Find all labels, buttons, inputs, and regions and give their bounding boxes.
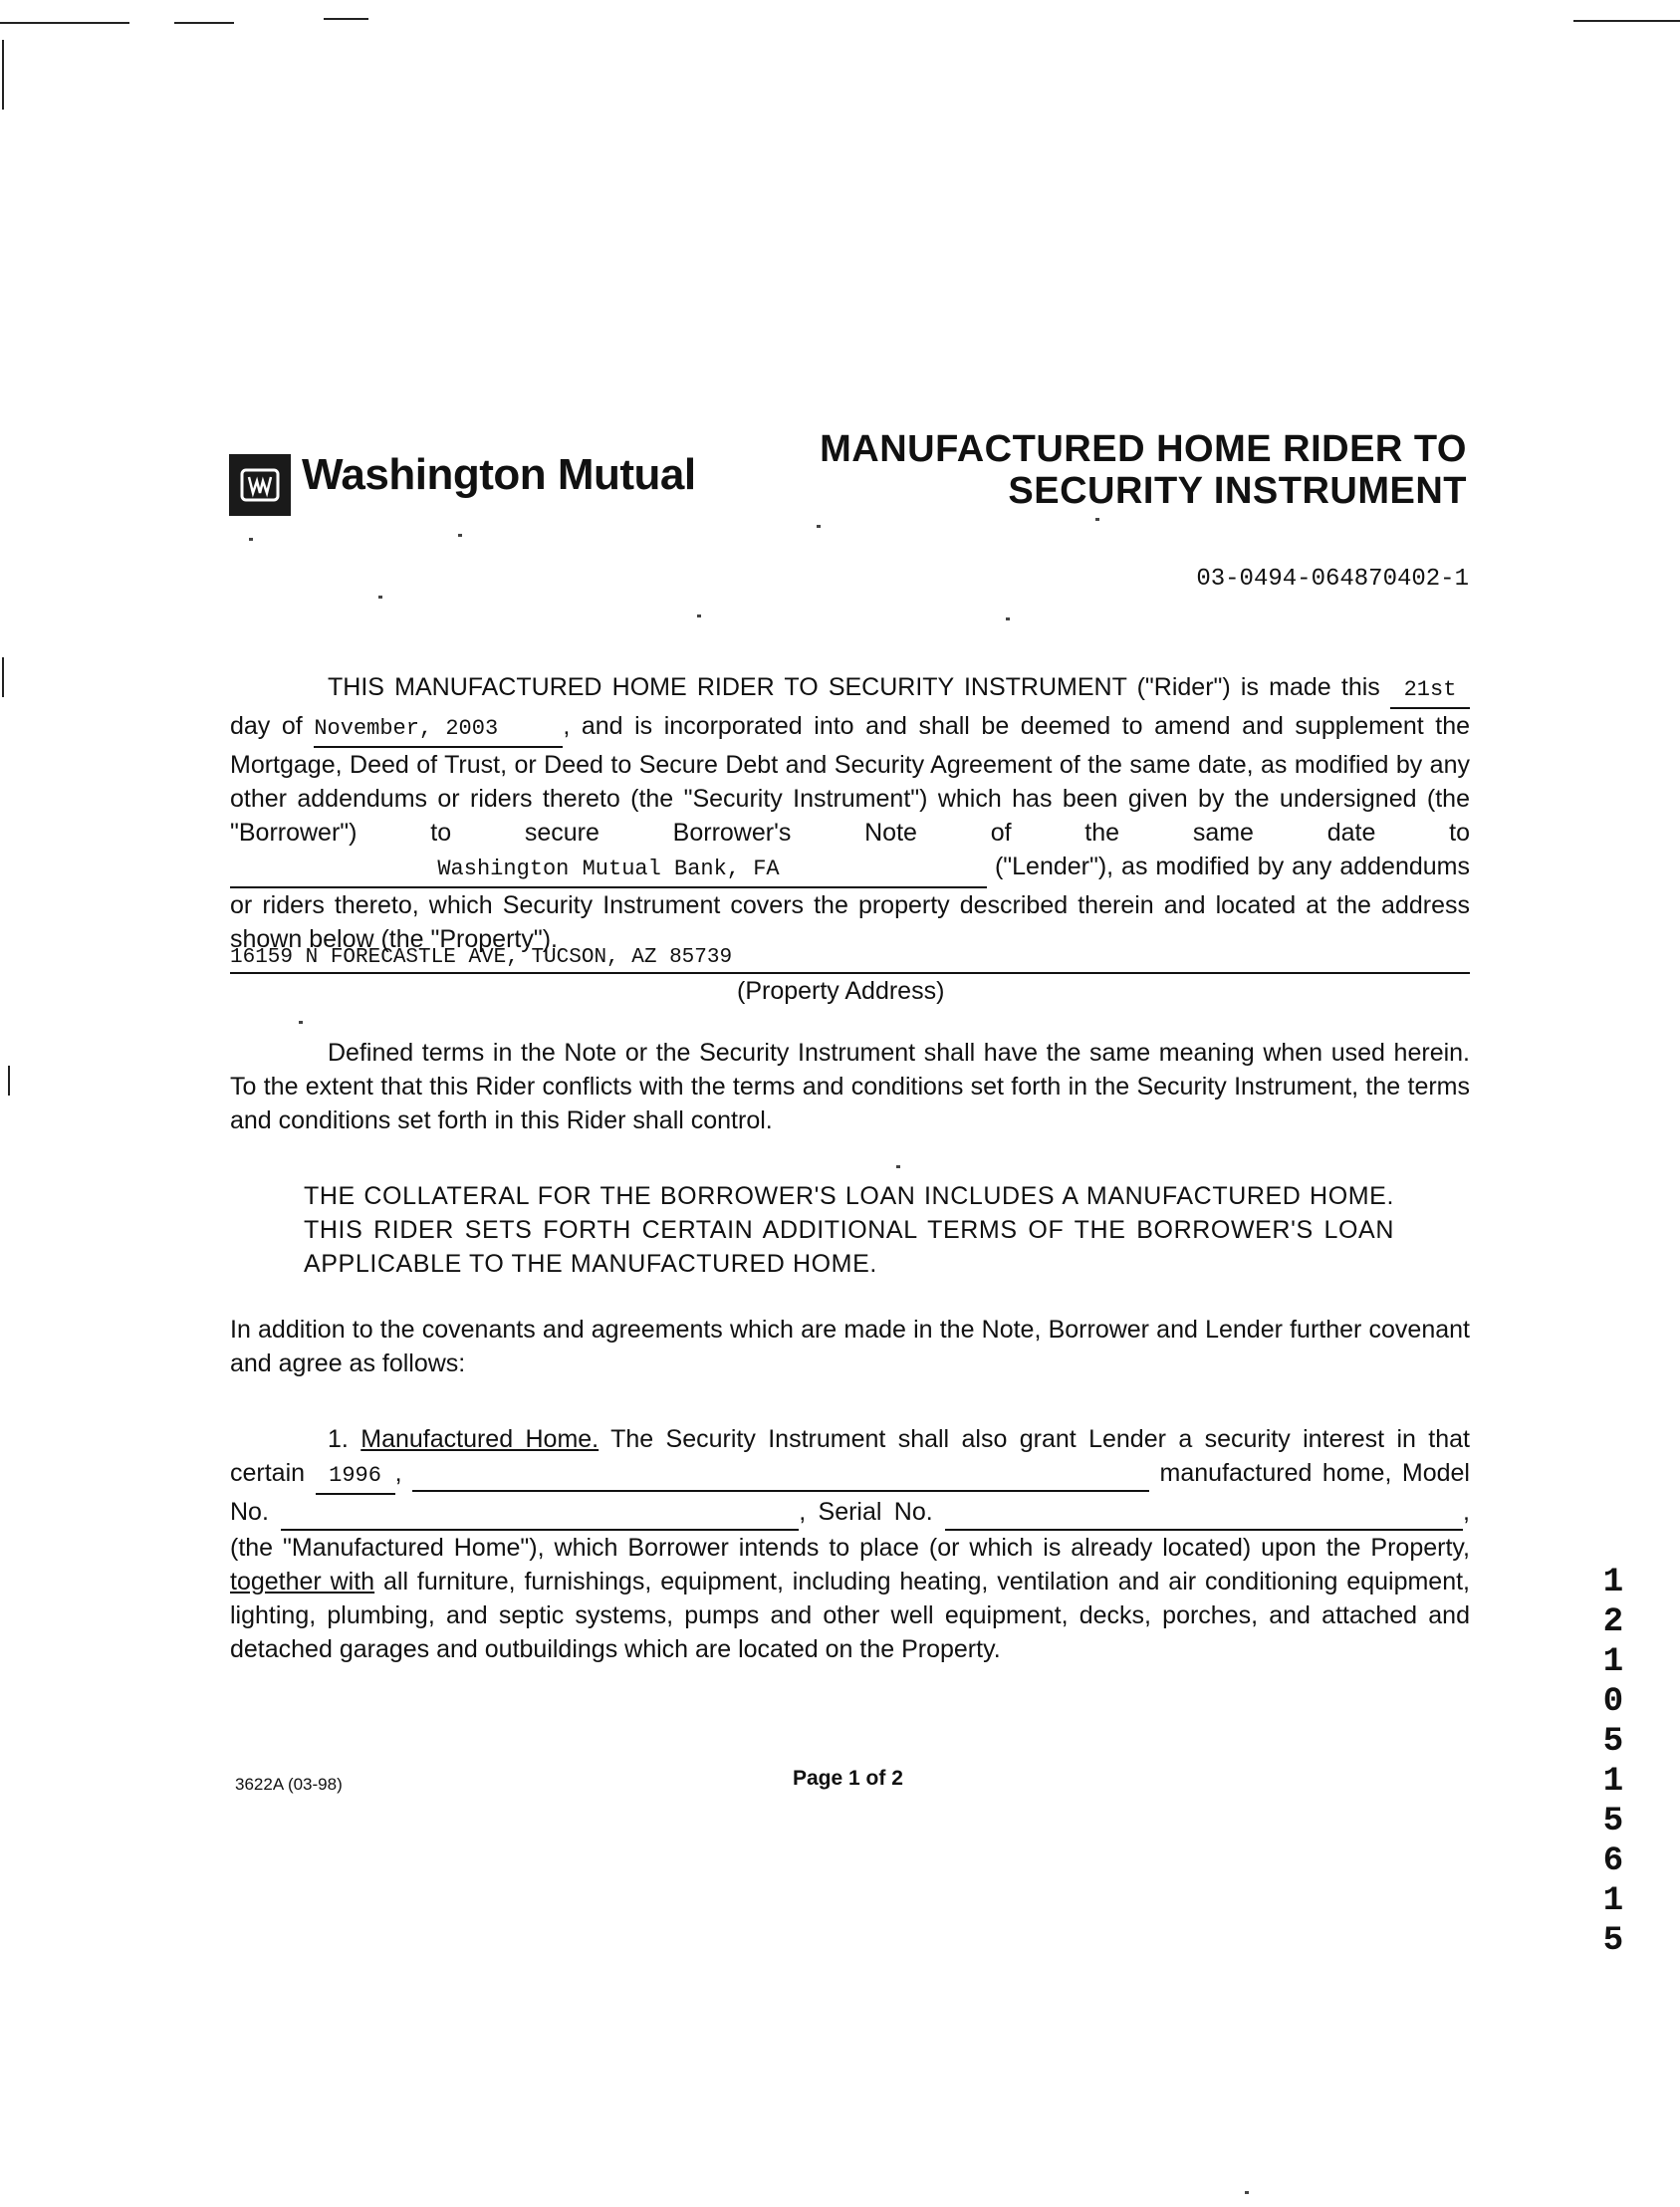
section-1-text-c: , Serial No. <box>799 1498 933 1526</box>
company-logo-text: Washington Mutual <box>302 450 696 499</box>
scan-artifact-line <box>174 22 234 24</box>
section-1-text-a: The Security Instrument shall also grant Lender a security interest in that certain <box>230 1425 1471 1487</box>
scan-artifact-line <box>8 1066 10 1096</box>
intro-text-a: THIS MANUFACTURED HOME RIDER TO SECURITY INSTRUMENT ("Rider") is made this <box>328 673 1380 701</box>
scan-speckle <box>458 534 462 537</box>
recording-stamp: 1210515615 <box>1594 1564 1632 1962</box>
scan-speckle <box>817 525 821 528</box>
section-1-text-d: , (the "Manufactured Home"), which Borrower intends to place (or which is already located) upon the Property, <box>230 1498 1470 1562</box>
intro-text-d: ("Lender"), as modified by any addendums or riders thereto, which Security Instrument covers the property described therein and located at the address shown below (the "Property"). <box>230 853 1471 953</box>
scan-speckle <box>378 596 382 599</box>
scan-artifact-line <box>2 40 4 110</box>
title-line-1: MANUFACTURED HOME RIDER TO <box>820 428 1467 470</box>
intro-text-c: , and is incorporated into and shall be deemed to amend and supplement the Mortgage, Deed of Trust, or Deed to Secure Debt and Security Agreement of the same date, as modified by any other addendums or riders thereto (the "Security Instrument") which has been given by the undersigned (the "Borrower") to secure Borrower's Note of the same date to <box>230 712 1470 847</box>
make-blank-line <box>412 1456 1149 1492</box>
scan-speckle <box>1245 2191 1249 2194</box>
scan-speckle <box>299 1021 303 1024</box>
section-1-manufactured-home: 1. Manufactured Home. The Security Instrument shall also grant Lender a security interest in that certain 1996 , manufactured home, Model No. , Serial No. , (the "Manufactured Home"), which Borrower intends to place (or which is already located) upon the Property, together with all furniture, furnishings, equipment, including heating, ventilation and air conditioning equipment, lighting, plumbing, and septic systems, pumps and other well equipment, decks, porches, and attached and detached garages and outbuildings which are located on the Property. <box>230 1425 1471 1663</box>
defined-terms-paragraph <box>230 1036 1470 1137</box>
section-1-heading: Manufactured Home. <box>360 1425 600 1453</box>
property-address-value: 16159 N FORECASTLE AVE, TUCSON, AZ 85739 <box>230 946 733 969</box>
scan-speckle <box>1006 617 1010 620</box>
defined-terms-text: Defined terms in the Note or the Security Instrument shall have the same meaning when used herein. To the extent that this Rider conflicts with the terms and conditions set forth in the Security Instrument, the terms and conditions set forth in this Rider shall control. <box>230 1039 1470 1134</box>
intro-text-b: day of <box>230 712 303 740</box>
section-1-text-b: manufactured home, Model No. <box>230 1459 1470 1526</box>
property-address-label: (Property Address) <box>737 977 945 1005</box>
intro-paragraph <box>230 670 1470 956</box>
scan-artifact-line <box>0 22 129 24</box>
property-address-field <box>230 944 1470 974</box>
form-number: 3622A (03-98) <box>235 1775 343 1794</box>
month-year-field: November, 2003 <box>314 712 563 748</box>
scan-speckle <box>1095 518 1099 521</box>
section-1-text-e: all furniture, furnishings, equipment, including heating, ventilation and air conditioning equipment, lighting, plumbing, and septic systems, pumps and other well equipment, decks, porches, and attached and detached garages and outbuildings which are located on the Property. <box>230 1568 1471 1663</box>
scan-speckle <box>249 538 253 541</box>
together-with-text: together with <box>230 1568 375 1595</box>
serial-number-blank <box>945 1495 1463 1531</box>
section-1-number: 1. <box>328 1425 349 1453</box>
loan-number: 03-0494-064870402-1 <box>1196 566 1469 593</box>
day-field: 21st <box>1390 673 1470 709</box>
scan-speckle <box>697 614 701 617</box>
scan-speckle <box>896 1165 900 1168</box>
lender-name-field: Washington Mutual Bank, FA <box>230 853 987 888</box>
page-number: Page 1 of 2 <box>793 1767 903 1790</box>
title-line-2: SECURITY INSTRUMENT <box>1008 470 1467 512</box>
collateral-notice: THE COLLATERAL FOR THE BORROWER'S LOAN INCLUDES A MANUFACTURED HOME. THIS RIDER SETS FORTH CERTAIN ADDITIONAL TERMS OF THE BORROWER'S LOAN APPLICABLE TO THE MANUFACTURED HOME. <box>304 1182 1394 1278</box>
washington-mutual-logo-icon <box>229 454 291 516</box>
scan-artifact-line <box>324 18 368 20</box>
covenants-paragraph: In addition to the covenants and agreements which are made in the Note, Borrower and Lender further covenant and agree as follows: <box>230 1316 1470 1377</box>
scan-artifact-line <box>2 657 4 697</box>
model-number-blank <box>281 1495 799 1531</box>
document-title <box>820 428 1467 512</box>
scan-artifact-line <box>1573 20 1680 22</box>
year-field: 1996 <box>316 1459 395 1495</box>
